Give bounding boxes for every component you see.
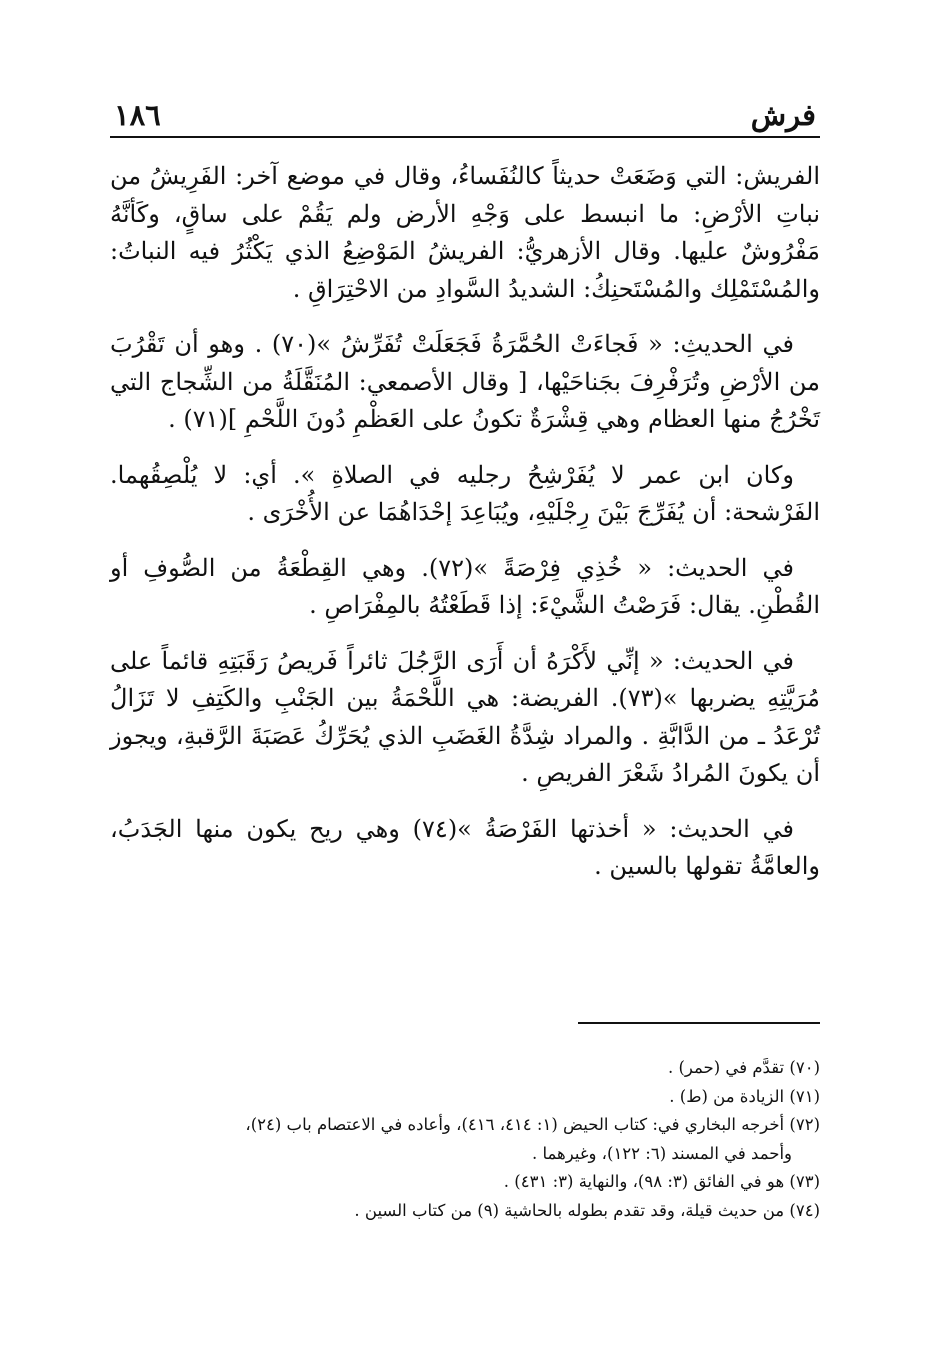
footnote-71: (٧١) الزيادة من (ط) .: [669, 1086, 820, 1106]
paragraph-farshaha: وكان ابن عمر لا يُفَرْشِحُ رجليه في الصلاةِ ». أي: لا يُلْصِقُهما. الفَرْشحة: أن يُفَرِّجَ بَيْنَ رِجْلَيْهِ، ويُبَاعِدَ إحْدَاهُمَا عن الأُخْرَى .: [110, 460, 820, 526]
main-text: [110, 158, 820, 886]
paragraph-firsa: في الحديث: « خُذِي فِرْصَةً »(٧٢). وهي القِطْعَةُ من الصُّوفِ أو القُطْنِ. يقال: فَرَصْتُ الشَّيْءَ: إذا قَطَعْتُهُ بالمِفْرَاصِ .: [110, 553, 820, 619]
paragraph-tufarrish: في الحديثِ: « فَجاءَتْ الحُمَّرَةُ فَجَعَلَتْ تُفَرِّشُ »(٧٠) . وهو أن تَقْرُبَ من الأرْضِ وتُرَفْرِفَ بجَناحَيْها، [ وقال الأصمعي: المُنَقَّلَةُ من الشِّجاج التي تَخْرُجُ منها العظام وهي قِشْرَةٌ تكونُ على العَظْمِ دُونَ اللَّحْمِ ](٧١) .: [110, 330, 820, 433]
paragraph-farisa: في الحديث: « إنِّي لأَكْرَهُ أن أَرَى الرَّجُلَ ثائراً فَريصُ رَقَبَتِهِ قائماً على مُرَيَّتِهِ يضربها »(٧٣). الفريضة: هي اللَّحْمَةُ بين الجَنْبِ والكَتِفِ لا تَزَالُ تُرْعَدُ ـ من الدَّابَّةِ . والمراد شِدَّةُ الغَضَبِ الذي يُحَرِّكُ عَصَبَةَ الرَّقبةِ، ويجوز أن يكونَ المُرادُ شَعْرَ الفريصِ .: [110, 646, 821, 787]
footnote-70: (٧٠) تقدَّم في (حمر) .: [667, 1058, 820, 1077]
page: [110, 70, 820, 904]
footnote-73: (٧٣) هو في الفائق (٣: ٩٨)، والنهاية (٣: ٤٣١) .: [503, 1172, 820, 1191]
running-head: فرش: [750, 98, 816, 132]
footnotes: [110, 1054, 820, 1225]
paragraph-farish: الفريش: التي وَضَعَتْ حديثاً كالنُفَساءُ، وقال في موضع آخر: الفَرِيشُ من نباتِ الأرْضِ: ما انبسط على وَجْهِ الأرض ولم يَقُمْ على ساقٍ، وكَأنَّهُ مَفْرُوشٌ عليها. وقال الأزهريُّ: الفريشُ المَوْضِعُ الذي يَكْثُرُ فيه النباتُ: والمُسْتَمْلِك والمُسْتَحنِكُ: الشديدُ السَّوادِ من الاحْتِرَاقِ .: [110, 162, 820, 303]
footnote-72-continued: وأحمد في المسند (٦: ١٢٢)، وغيرهما .: [531, 1143, 792, 1163]
paragraph-fursa: في الحديث: « أخذتها الفَرْصَةُ »(٧٤) وهي ريح يكون منها الجَدَبُ، والعامَّةُ تقولها بالسين .: [110, 814, 820, 880]
footnote-72: (٧٢) أخرجه البخاري في: كتاب الحيض (١: ٤١٤، ٤١٦)، وأعاده في الاعتصام باب (٢٤)،: [245, 1115, 820, 1134]
page-number: ١٨٦: [114, 98, 161, 132]
page-header: [110, 70, 820, 138]
footnote-divider: [578, 1022, 820, 1024]
footnote-74: (٧٤) من حديث قيلة، وقد تقدم بطوله بالحاشية (٩) من كتاب السين .: [354, 1200, 820, 1220]
